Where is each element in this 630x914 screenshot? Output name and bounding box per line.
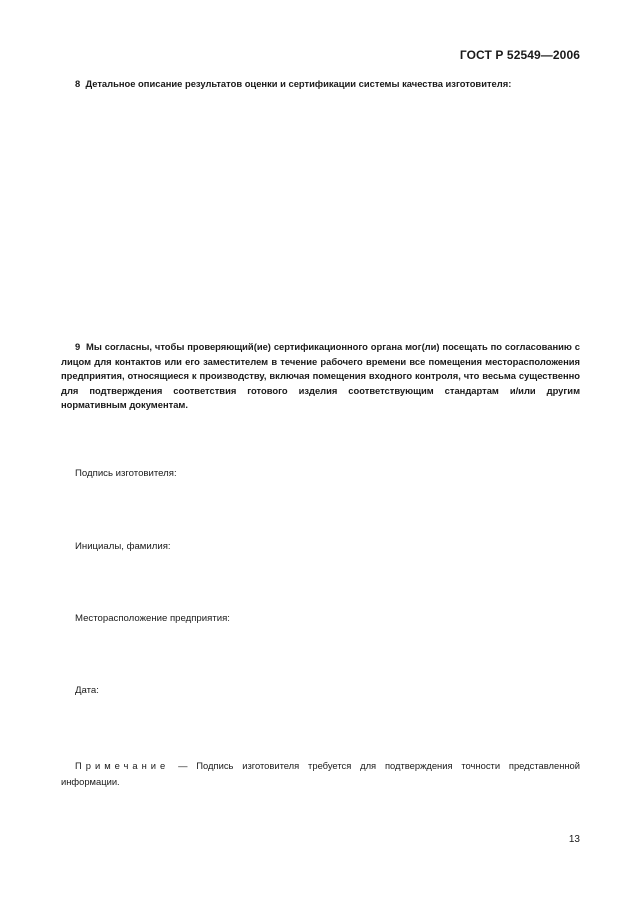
standard-header: ГОСТ Р 52549—2006 xyxy=(459,48,580,62)
page-number: 13 xyxy=(568,834,580,845)
section-8-text: Детальное описание результатов оценки и сертификации системы качества изготовителя: xyxy=(85,78,512,89)
section-9-text: Мы согласны, чтобы проверяющий(ие) сертификационного органа мог(ли) посещать по согласованию с лицом для контактов или его заместителем в течение рабочего времени все помещения месторасположения предприятия, относящиеся к производству, включая помещения входного контроля, что весьма существенно для подтверждения соответствия готового изделия соответствующим стандартам и/или другим нормативным документам. xyxy=(61,341,580,411)
note-text: — Подпись изготовителя требуется для подтверждения точности представленной информации. xyxy=(61,760,580,787)
date-field-label: Дата: xyxy=(75,685,99,696)
note-label: Примечание xyxy=(75,760,170,771)
location-field-label: Месторасположение предприятия: xyxy=(75,613,230,624)
note xyxy=(61,758,580,790)
section-8 xyxy=(61,77,580,92)
section-9 xyxy=(61,340,580,413)
section-9-number: 9 xyxy=(75,341,81,352)
initials-field-label: Инициалы, фамилия: xyxy=(75,541,171,552)
section-8-number: 8 xyxy=(75,78,81,89)
signature-field-label: Подпись изготовителя: xyxy=(75,468,177,479)
